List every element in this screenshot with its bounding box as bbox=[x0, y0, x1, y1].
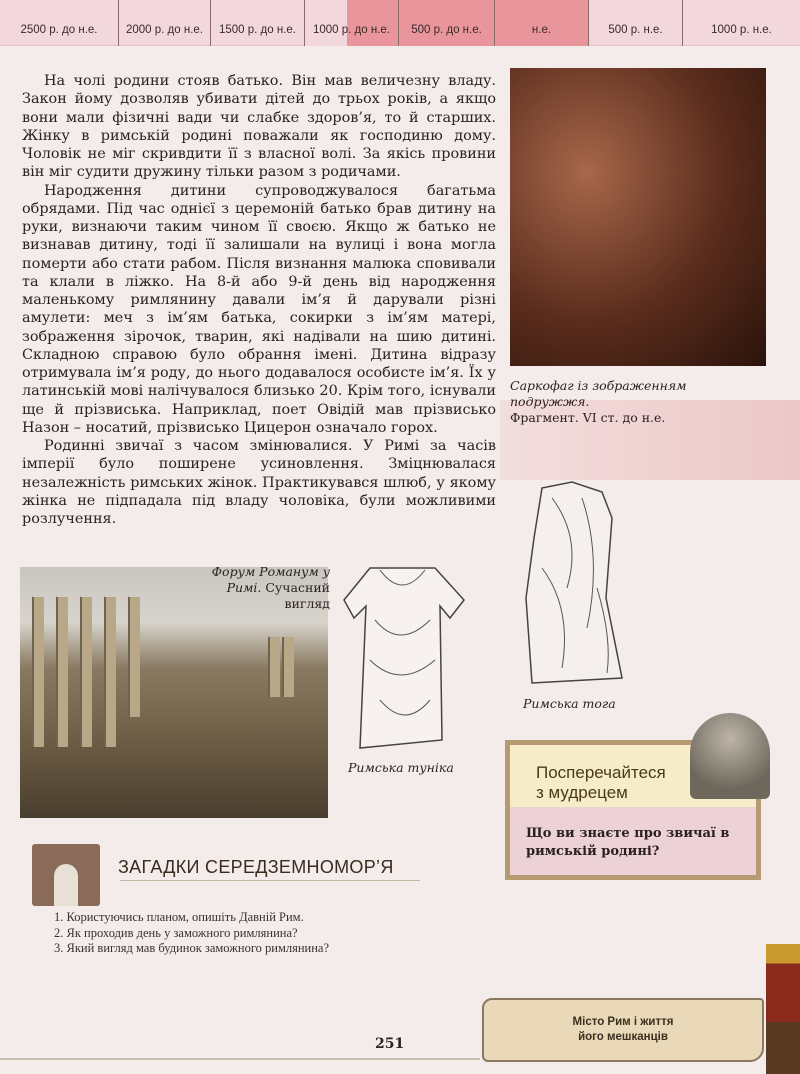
caption-line: Саркофаг із зображенням bbox=[510, 378, 687, 393]
caption-line: Сучасний bbox=[265, 580, 330, 595]
timeline-tick: 2500 р. до н.е. bbox=[20, 24, 98, 36]
paragraph: На чолі родини стояв батько. Він мав величезну владу. Закон йому дозволяв убивати дітей до трьох років, а якщо вони мали фізичні вади чи слабке здоров’я, то й старших. Жінку в римській родині поважали як господиню дому. Чоловік не міг скривдити її з власної волі. За якісь провини він міг судити дружину тільки разом з родичами. bbox=[22, 73, 496, 181]
tunic-drawing bbox=[340, 560, 468, 756]
timeline-tick: 2000 р. до н.е. bbox=[118, 0, 210, 46]
tunic-caption: Римська туніка bbox=[348, 760, 454, 775]
timeline-tick: 500 р. до н.е. bbox=[398, 0, 494, 46]
timeline-tick: 500 р. н.е. bbox=[588, 0, 682, 46]
sarcophagus-photo bbox=[510, 68, 766, 366]
paragraph: Народження дитини супроводжувалося багатьма обрядами. Під час однієї з церемоній батько брав дитину на руки, визнаючи таким чином її своєю. Якщо ж батько не визнавав дитину, тоді її залишали на вулиці і вона могла померти або стати рабом. Після визнання малюка сповивали та клали в ліжко. На 8-й або 9-й день від народження маленькому римлянину давали ім’я й дарували різні амулети: меч з ім’ям батька, сокирки з ім’ям матері, зображення зірочок, тварин, які надівали на шию дитині. Складною справою було обрання імені. Дитина відразу отримувала ім’я роду, до нього додавалося особисте ім’я. Їх у латинській мові налічувалося близько 20. Крім того, існували ще й прізвиська. Наприклад, поет Овідій мав прізвисько Назон – носатий, прізвисько Цицерон означало горох. bbox=[22, 182, 496, 436]
page-number: 251 bbox=[375, 1036, 405, 1052]
caption-line: Форум Романум у bbox=[211, 564, 330, 579]
section-title-line: його мешканців bbox=[578, 1031, 668, 1043]
caption-line: Фрагмент. VI ст. до н.е. bbox=[510, 410, 666, 425]
timeline-tick: н.е. bbox=[494, 0, 588, 46]
footer-divider bbox=[0, 1058, 480, 1060]
timeline bbox=[0, 0, 800, 46]
caption-line: Римі. bbox=[226, 580, 262, 595]
riddle-item: 1. Користуючись планом, опишіть Давній Рим. bbox=[54, 910, 304, 924]
main-text bbox=[22, 72, 496, 528]
timeline-tick: 1000 р. н.е. bbox=[682, 0, 800, 46]
section-title-scroll bbox=[482, 998, 764, 1062]
sage-title bbox=[536, 763, 666, 803]
section-title-line: Місто Рим і життя bbox=[572, 1016, 674, 1028]
caption-line: подружжя. bbox=[510, 394, 590, 409]
roman-soldier-image bbox=[766, 944, 800, 1074]
toga-caption: Римська тога bbox=[523, 696, 616, 711]
forum-caption bbox=[200, 564, 330, 612]
riddle-item: 2. Як проходив день у заможного римлянина? bbox=[54, 925, 298, 940]
divider bbox=[120, 880, 420, 881]
sage-question bbox=[526, 825, 729, 861]
sage-question-line: Що ви знаєте про звичаї в bbox=[526, 826, 730, 841]
toga-drawing bbox=[512, 478, 640, 690]
caption-line: вигляд bbox=[284, 596, 330, 611]
arch-icon bbox=[32, 844, 100, 906]
riddle-item: 3. Який вигляд мав будинок заможного римлянина? bbox=[54, 941, 330, 955]
riddles-list bbox=[54, 910, 329, 957]
sage-question-line: римській родині? bbox=[526, 844, 660, 859]
riddles-title: ЗАГАДКИ СЕРЕДЗЕМНОМОР’Я bbox=[118, 857, 394, 877]
sage-title-line: Посперечайтеся bbox=[536, 763, 666, 782]
cicero-bust-image bbox=[690, 713, 770, 799]
sage-title-line: з мудрецем bbox=[536, 783, 628, 802]
timeline-tick: 1000 р. до н.е. bbox=[304, 0, 398, 46]
paragraph: Родинні звичаї з часом змінювалися. У Римі за часів імперії було поширене усиновлення. Зміцнювалася незалежність римських жінок. Практикувався шлюб, у якому жінка не підпадала під владу чоловіка, були можливими розлучення. bbox=[22, 438, 496, 527]
sarcophagus-caption bbox=[510, 378, 686, 426]
timeline-tick: 1500 р. до н.е. bbox=[210, 0, 304, 46]
